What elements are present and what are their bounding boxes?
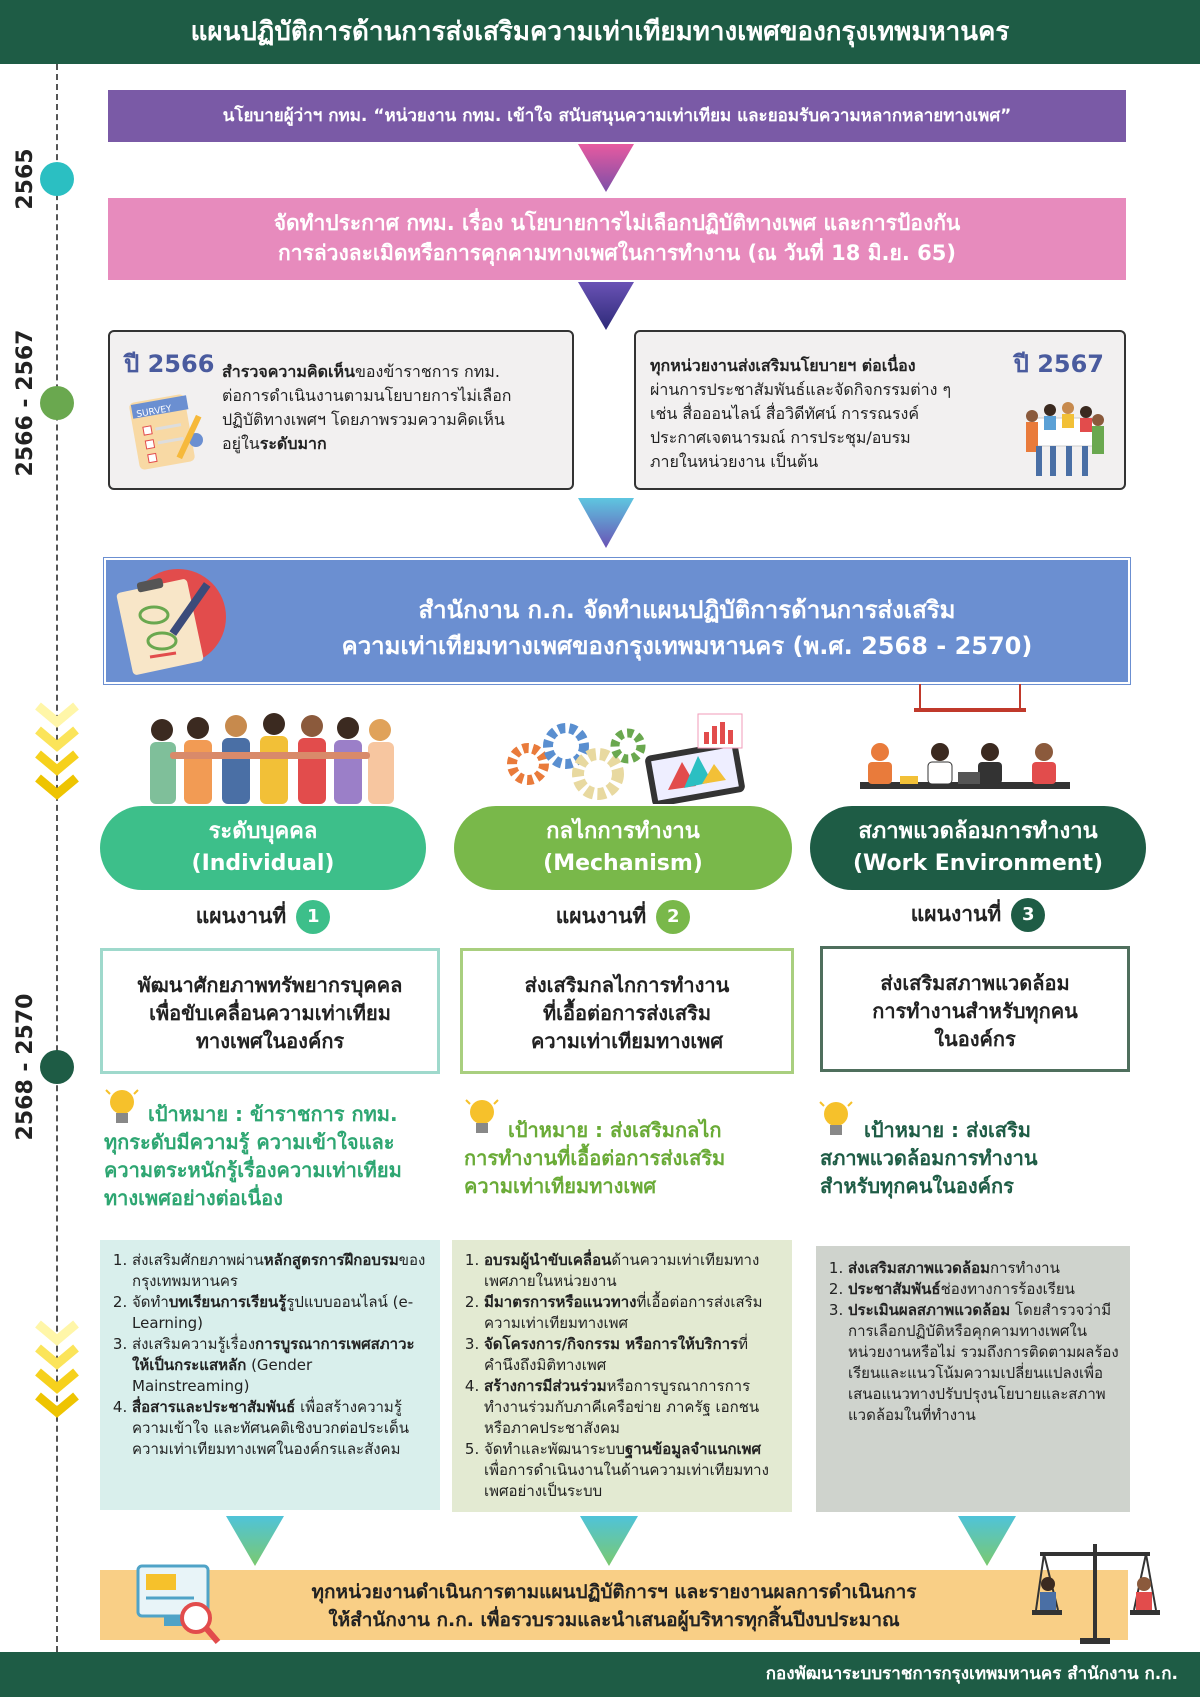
plan-box-line: พัฒนาศักยภาพทรัพยากรบุคคล (137, 973, 403, 997)
list-item-text: โดยสำรวจว่ามีการเลือกปฏิบัติหรือคุกคามทางเพศในหน่วยงานหรือไม่ รวมถึงการติดตามผลร้องเรียนและแนวโน้มความเปลี่ยนแปลงเพื่อเสนอแนวทางปรับปรุงนโยบายและสภาพแวดล้อมในที่ทำงาน (848, 1301, 1119, 1424)
announcement-line2: การล่วงละเมิดหรือการคุกคามทางเพศในการทำงาน (ณ วันที่ 18 มิ.ย. 65) (278, 241, 956, 265)
timeline-dot-2568-2570 (40, 1050, 74, 1084)
plan-number-badge: 3 (1011, 898, 1045, 932)
goal-2 (464, 1116, 804, 1200)
list-item (848, 1279, 1120, 1300)
timeline-year-2568-2570: 2568 - 2570 (13, 993, 38, 1141)
list-item-text: ที่เอื้อต่อการส่งเสริมความเท่าเทียมทางเพศ (484, 1293, 763, 1332)
goal-line: การทำงานที่เอื้อต่อการส่งเสริม (464, 1146, 726, 1170)
card-2567-line4: ประกาศเจตนารมณ์ การประชุม/อบรม (650, 428, 911, 447)
list-item-text: บทเรียนการเรียนรู้ (168, 1293, 287, 1311)
card-2566-bold1: สำรวจความคิดเห็น (222, 362, 355, 381)
survey-icon (126, 392, 208, 472)
card-2566-bold4: ระดับมาก (259, 434, 327, 453)
meeting-icon (840, 738, 1090, 808)
pill-mechanism-th: กลไกการทำงาน (546, 819, 700, 844)
arrow-down-icon (578, 144, 634, 194)
plan-number-badge: 1 (296, 900, 330, 934)
list-item-text: หรือการบูรณาการการทำงานร่วมกับภาคีเครือข่าย ภาครัฐ เอกชน หรือภาคประชาสังคม (484, 1377, 760, 1437)
chevron-down-icon (34, 1318, 80, 1418)
card-2566-year: ปี 2566 (124, 350, 215, 378)
plan-box-3 (820, 946, 1130, 1072)
list-item (484, 1439, 782, 1502)
pill-individual-th: ระดับบุคคล (208, 819, 318, 844)
list-item-text: สร้างการมีส่วนร่วม (484, 1377, 607, 1395)
activity-list-3 (816, 1246, 1130, 1512)
list-item-text: ประเมินผลสภาพแวดล้อม (848, 1301, 1011, 1319)
list-item-text: สื่อสารและประชาสัมพันธ์ (132, 1398, 296, 1416)
arrow-down-icon (226, 1516, 284, 1568)
monitor-search-icon (134, 1560, 224, 1648)
list-item-text: จัดโครงการ/กิจกรรม หรือการให้บริการ (484, 1335, 739, 1353)
crowd-icon (1016, 388, 1108, 480)
list-item-text: ประชาสัมพันธ์ (848, 1280, 941, 1298)
goal-line: สำหรับทุกคนในองค์กร (820, 1174, 1014, 1198)
bottom-line2: ให้สำนักงาน ก.ก. เพื่อรวบรวมและนำเสนอผู้บริหารทุกสิ้นปีงบประมาณ (328, 1609, 900, 1631)
timeline-year-2566-2567: 2566 - 2567 (13, 329, 38, 477)
plan-label-text: แผนงานที่ (555, 904, 647, 928)
list-item (132, 1292, 430, 1334)
list-item (132, 1250, 430, 1292)
goal-line: ความตระหนักรู้เรื่องความเท่าเทียม (104, 1158, 402, 1182)
list-item-text: เพื่อสร้างความรู้ ความเข้าใจ และทัศนคติเชิงบวกต่อประเด็นความเท่าเทียมทางเพศในองค์กรและสังคม (132, 1398, 409, 1458)
card-2567-line3: เช่น สื่อออนไลน์ สื่อวิดีทัศน์ การรณรงค์ (650, 404, 920, 423)
card-2566-text1: ของข้าราชการ กทม. (354, 362, 500, 381)
people-group-icon (140, 712, 400, 804)
goal-3 (820, 1116, 1140, 1200)
list-item-text: ส่งเสริมสภาพแวดล้อม (848, 1259, 990, 1277)
card-2567 (634, 330, 1126, 490)
arrow-down-icon (578, 282, 634, 332)
list-item-text: จัดทำและพัฒนาระบบ (484, 1440, 626, 1458)
bottom-banner (100, 1570, 1128, 1640)
card-2566-line3: ปฏิบัติทางเพศฯ โดยภาพรวมความคิดเห็น (222, 410, 505, 429)
list-item-text: อบรมผู้นำขับเคลื่อน (484, 1251, 612, 1269)
plan-box-2 (460, 948, 794, 1074)
plan-box-line: ทางเพศในองค์กร (195, 1029, 345, 1053)
announcement-line1: จัดทำประกาศ กทม. เรื่อง นโยบายการไม่เลือกปฏิบัติทางเพศ และการป้องกัน (273, 211, 961, 235)
chevron-down-icon (34, 700, 80, 800)
list-item-text: การบูรณาการเพศสภาวะให้เป็นกระแสหลัก (132, 1335, 415, 1374)
card-2567-line5: ภายในหน่วยงาน เป็นต้น (650, 452, 819, 471)
goal-line: เป้าหมาย : ข้าราชการ กทม. (148, 1102, 398, 1126)
goal-line: เป้าหมาย : ส่งเสริม (864, 1118, 1031, 1142)
plan-box-line: ในองค์กร (934, 1027, 1016, 1051)
plan-document-icon (110, 565, 230, 675)
goal-line: เป้าหมาย : ส่งเสริมกลไก (508, 1118, 722, 1142)
card-2567-line2: ผ่านการประชาสัมพันธ์และจัดกิจกรรมต่าง ๆ (650, 380, 952, 399)
arrow-down-icon (958, 1516, 1016, 1568)
pill-individual-en: (Individual) (191, 851, 335, 876)
card-2566-text (222, 360, 568, 456)
hanging-lamp-icon (910, 684, 1030, 714)
goal-line: ทางเพศอย่างต่อเนื่อง (104, 1186, 283, 1210)
card-2567-text (650, 354, 1010, 474)
list-item-text: หลักสูตรการฝึกอบรม (263, 1251, 399, 1269)
goal-1 (104, 1100, 444, 1212)
goal-line: ความเท่าเทียมทางเพศ (464, 1174, 657, 1198)
pill-work-environment-en: (Work Environment) (852, 851, 1104, 876)
policy-banner: นโยบายผู้ว่าฯ กทม. “หน่วยงาน กทม. เข้าใจ สนับสนุนความเท่าเทียม และยอมรับความหลากหลายทางเพศ” (108, 90, 1126, 142)
pill-mechanism (454, 806, 792, 890)
plan-label-text: แผนงานที่ (195, 904, 287, 928)
plan-number-badge: 2 (656, 900, 690, 934)
goal-line: ทุกระดับมีความรู้ ความเข้าใจและ (104, 1130, 395, 1154)
pill-work-environment (810, 806, 1146, 890)
card-2566 (108, 330, 574, 490)
arrow-down-icon (580, 1516, 638, 1568)
plan-box-1 (100, 948, 440, 1074)
list-item-text: รูปแบบออนไลน์ (e-Learning) (132, 1293, 414, 1332)
plan-box-line: เพื่อขับเคลื่อนความเท่าเทียม (149, 1001, 391, 1025)
list-item-text: ส่งเสริมศักยภาพผ่าน (132, 1251, 264, 1269)
timeline-year-2565: 2565 (13, 148, 38, 210)
goal-line: สภาพแวดล้อมการทำงาน (820, 1146, 1038, 1170)
list-item (484, 1292, 782, 1334)
list-item-text: ด้านความเท่าเทียมทางเพศภายในหน่วยงาน (484, 1251, 760, 1290)
list-item (132, 1334, 430, 1397)
plan-label-2 (454, 900, 792, 934)
balance-scale-icon (1030, 1540, 1160, 1648)
main-plan-line1: สำนักงาน ก.ก. จัดทำแผนปฏิบัติการด้านการส่งเสริม (418, 596, 956, 624)
card-2566-text4: อยู่ใน (222, 434, 260, 453)
list-item (132, 1397, 430, 1460)
list-item-text: เพื่อการดำเนินงานในด้านความเท่าเทียมทางเพศอย่างเป็นระบบ (484, 1461, 769, 1500)
list-item-text: ของกรุงเทพมหานคร (132, 1251, 426, 1290)
pill-individual (100, 806, 426, 890)
plan-box-line: ส่งเสริมสภาพแวดล้อม (880, 971, 1070, 995)
bottom-line1: ทุกหน่วยงานดำเนินการตามแผนปฏิบัติการฯ และรายงานผลการดำเนินการ (311, 1581, 917, 1603)
pill-mechanism-en: (Mechanism) (543, 851, 703, 876)
plan-label-1 (100, 900, 426, 934)
main-plan-banner (104, 558, 1130, 684)
survey-icon-label: SURVEY (135, 404, 173, 421)
timeline-dot-2566-2567 (40, 386, 74, 420)
plan-box-line: ส่งเสริมกลไกการทำงาน (524, 973, 730, 997)
list-item-text: ส่งเสริมความรู้เรื่อง (132, 1335, 256, 1353)
list-item (848, 1258, 1120, 1279)
gears-icon (498, 712, 750, 804)
main-plan-line2: ความเท่าเทียมทางเพศของกรุงเทพมหานคร (พ.ศ. 2568 - 2570) (341, 632, 1033, 660)
announcement-banner (108, 198, 1126, 280)
card-2567-year: ปี 2567 (1013, 350, 1104, 378)
card-2566-line2: ต่อการดำเนินงานตามนโยบายการไม่เลือก (222, 386, 512, 405)
plan-box-line: การทำงานสำหรับทุกคน (872, 999, 1078, 1023)
list-item-text: ช่องทางการร้องเรียน (940, 1280, 1075, 1298)
activity-list-1 (100, 1240, 440, 1510)
list-item (848, 1300, 1120, 1426)
plan-box-line: ความเท่าเทียมทางเพศ (530, 1029, 724, 1053)
list-item-text: จัดทำ (132, 1293, 169, 1311)
card-2567-bold1: ทุกหน่วยงานส่งเสริมนโยบายฯ ต่อเนื่อง (650, 356, 916, 375)
list-item-text: ฐานข้อมูลจำแนกเพศ (625, 1440, 762, 1458)
activity-list-2 (452, 1240, 792, 1512)
plan-label-text: แผนงานที่ (910, 902, 1002, 926)
timeline-dot-2565 (40, 162, 74, 196)
pill-work-environment-th: สภาพแวดล้อมการทำงาน (858, 819, 1098, 844)
arrow-down-icon (578, 498, 634, 550)
footer-credit: กองพัฒนาระบบราชการกรุงเทพมหานคร สำนักงาน ก.ก. (0, 1652, 1200, 1697)
page-title: แผนปฏิบัติการด้านการส่งเสริมความเท่าเทียมทางเพศของกรุงเทพมหานคร (0, 0, 1200, 64)
list-item (484, 1376, 782, 1439)
list-item-text: มีมาตรการหรือแนวทาง (484, 1293, 637, 1311)
plan-box-line: ที่เอื้อต่อการส่งเสริม (542, 1001, 712, 1025)
list-item-text: (Gender Mainstreaming) (132, 1356, 313, 1395)
list-item-text: การทำงาน (989, 1259, 1060, 1277)
list-item (484, 1334, 782, 1376)
list-item-text: ที่คำนึงถึงมิติทางเพศ (484, 1335, 748, 1374)
list-item (484, 1250, 782, 1292)
plan-label-3 (810, 898, 1146, 932)
